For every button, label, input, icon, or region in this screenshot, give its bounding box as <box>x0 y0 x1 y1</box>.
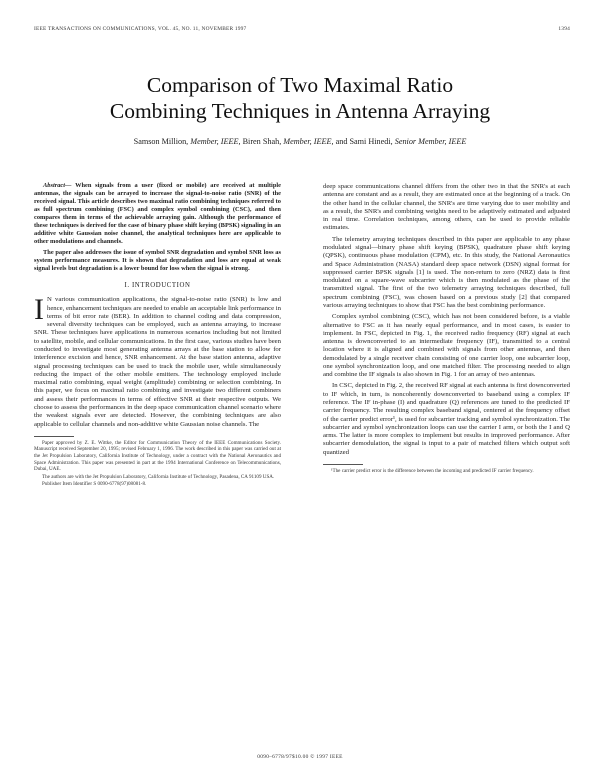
abstract-paragraph-1 <box>34 182 281 246</box>
running-head-journal: IEEE TRANSACTIONS ON COMMUNICATIONS, VOL. 45, NO. 11, NOVEMBER 1997 <box>34 26 247 32</box>
left-column <box>34 182 281 488</box>
paper-title <box>0 72 600 124</box>
author-2-role: Member, IEEE, <box>283 137 334 146</box>
author-1-name: Samson Million, <box>133 137 189 146</box>
copyright-code: 0090–6778/97$10.00 © 1997 IEEE <box>257 754 343 760</box>
body-paragraph-1: deep space communications channel differs from the other two in that the SNR's at each antenna are constant and as a result, they are estimated once at the beginning of a track. On the other hand in the cellular channel, the SNR's are time varying due to user mobility and as a result, the SNR's and combining weights need to be adaptively estimated and adjusted in real time. Correlation techniques, among others, can be used to provide reliable estimates. <box>323 183 570 232</box>
abstract-text-1: When signals from a user (fixed or mobile) are received at multiple antennas, the signals can be arrayed to increase the signal-to-noise ratio (SNR) of the received signal. This article describes two maximal ratio combining techniques referred to as full spectrum combining (FSC) and complex symbol combining (CSC), and then compares them in terms of the achievable arraying gain. Although the performance of these techniques is derived for the case of binary phase shift keying (BPSK) signaling in an additive white Gaussian noise channel, the analytical techniques here are applicable to other modulations and channels. <box>34 182 281 245</box>
footnote-carrier-predict: ¹The carrier predict error is the difference between the incoming and predicted IF carrier frequency. <box>331 468 534 474</box>
title-line-1: Comparison of Two Maximal Ratio <box>146 73 454 97</box>
abstract-label: Abstract— <box>43 182 72 189</box>
author-3-role: Senior Member, IEEE <box>394 137 467 146</box>
drop-cap: I <box>34 293 44 327</box>
footnote-publisher-id: Publisher Item Identifier S 0090-6778(97)08081-8. <box>42 481 147 488</box>
abstract-paragraph-2: The paper also addresses the issue of symbol SNR degradation and symbol SNR loss as system performance measures. It is shown that degradation and loss are equal at weak signal levels but degradation is a lower bound for loss when the signal is strong. <box>34 249 281 272</box>
author-2-name: Biren Shah, <box>242 137 282 146</box>
author-1-role: Member, IEEE, <box>190 137 241 146</box>
body-paragraph-4: In CSC, depicted in Fig. 2, the received RF signal at each antenna is first downconverted to IF which, in turn, is noncoherently downconverted to baseband using a complex IF reference. The IF in-phase (I) and quadrature (Q) references are tuned to the predicted IF carrier frequency. The resulting complex baseband signal, centered at the frequency offset of the carrier predict error¹, is used for subcarrier tracking and symbol synchronization. The subcarrier and symbol synchronization loops can use the carrier I arm, or both the I and Q arms. The latter is more complex to implement but results in improved performance. After subcarrier demodulation, the signal is input to a pair of matched filters which output soft quantized <box>323 382 570 456</box>
page-number: 1394 <box>558 26 570 32</box>
footnote-affiliation: The authors are with the Jet Propulsion Laboratory, California Institute of Technology, Pasadena, CA 91109 USA. <box>42 473 275 480</box>
footnote-manuscript: Paper approved by Z. E. Wittke, the Editor for Communication Theory of the IEEE Communications Society. Manuscript received September 20, 1995; revised February 1, 1996. The work described in this paper was carried out at the Jet Propulsion Laboratory, California Institute of Technology, under a contract with the National Aeronautics and Space Administration. This paper was presented in part at the 1994 International Conference on Telecommunications, Dubai, UAE. <box>34 439 281 473</box>
footnote-divider-right <box>323 464 363 465</box>
author-list <box>0 137 600 146</box>
section-heading-introduction: I. INTRODUCTION <box>124 282 191 289</box>
footnote-divider <box>34 436 74 437</box>
body-paragraph-3: Complex symbol combining (CSC), which has not been considered before, is a viable alternative to FSC as it has nearly equal performance, and in most cases, is easier to implement. In FSC, depicted in Fig. 1, the received radio frequency (RF) signal at each antenna is downconverted to an intermediate frequency (IF), transmitted to a central location where it is aligned and combined with signals from other antennas, and then demodulated by a single receiver chain consisting of one carrier loop, one subcarrier loop, one symbol synchronization loop, and one matched filter. The processing needed to align and combine the IF signals is also shown in Fig. 1 for an array of two antennas. <box>323 313 570 379</box>
author-3-name: and Sami Hinedi, <box>335 137 393 146</box>
body-paragraph-2: The telemetry arraying techniques described in this paper are applicable to any phase modulated signal—binary phase shift keying (BPSK), quadrature phase shift keying (QPSK), continuous phase modulation (CPM), etc. In this study, the National Aeronautics and Space Administration (NASA) standard deep space network (DSN) signal format for suppressed carrier BPSK signals [1] is used. The non-return to zero (NRZ) data is first modulated on a square-wave subcarrier which is then modulated as the phase of the transmitted signal. The first of the two telemetry arraying techniques described, full spectrum combining (FSC), was chosen based on a previous study [2] that compared various arraying techniques to show that FSC has the best combining performance. <box>323 235 570 309</box>
intro-paragraph-1 <box>34 293 281 429</box>
intro-text-1: N various communication applications, the signal-to-noise ratio (SNR) is low and hence, enhancement techniques are needed to enable an acceptable link performance in terms of bit error rate (BER). In addition to channel coding and data compression, several diversity techniques can be employed, such as antenna arraying, to increase SNR. These techniques have applications in numerous scenarios including but not limited to satellite, mobile, and cellular communications. In the first case, various studies have been conducted to investigate most generating antenna arrays at the base station to allow for interference excision and hence, SNR enhancement. At the base station antenna, adaptive signal processing techniques can be used to track the mobile user, while simultaneously reducing the impact of the other mobile emitters. The technology employed include maximal ratio combining, equal weight (amplitude) combining or selection combining. In this paper, we focus on maximal ratio combining and investigate two different combiners and assess their performances in terms of effective SNR at their respective outputs. We choose to assess the performances in the deep space communication channel scenario where the weakest signals ever are detected. However, the combining techniques are also applicable to cellular channels and non-additive white Gaussian noise channels. The <box>34 296 281 428</box>
running-head <box>34 26 570 32</box>
title-line-2: Combining Techniques in Antenna Arraying <box>109 99 491 123</box>
right-column <box>323 183 570 475</box>
